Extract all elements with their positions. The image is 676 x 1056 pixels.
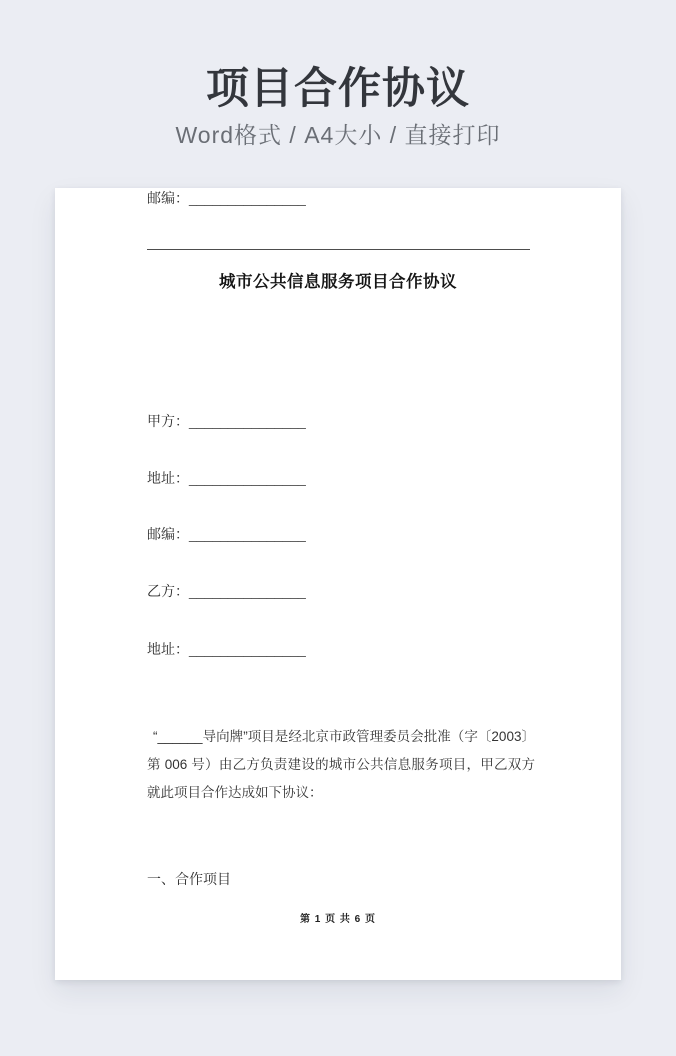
document-preview-page bbox=[55, 188, 621, 980]
field-row-postcode-a bbox=[147, 524, 306, 544]
page-subtitle: Word格式 / A4大小 / 直接打印 bbox=[175, 122, 501, 148]
document-header-rule bbox=[147, 249, 530, 250]
field-label: 乙方： bbox=[147, 583, 189, 599]
field-label: 邮编： bbox=[147, 526, 189, 542]
field-label: 甲方： bbox=[147, 413, 189, 429]
field-row-postcode-b bbox=[147, 188, 306, 208]
field-label: 地址： bbox=[147, 641, 189, 657]
page-header bbox=[0, 0, 676, 149]
field-row-address-a bbox=[147, 468, 306, 488]
section-heading-cooperation-project: 一、合作项目 bbox=[147, 871, 231, 887]
page-number-footer: 第 1 页 共 6 页 bbox=[299, 914, 376, 925]
field-label: 邮编： bbox=[147, 190, 189, 206]
field-blank-underline: _______________ bbox=[189, 641, 306, 657]
field-row-address-b bbox=[147, 639, 306, 659]
field-blank-underline: _______________ bbox=[189, 470, 306, 486]
field-row-party-b bbox=[147, 581, 306, 601]
field-blank-underline: _______________ bbox=[189, 526, 306, 542]
document-title: 城市公共信息服务项目合作协议 bbox=[219, 273, 457, 291]
document-intro-paragraph: “______导向牌”项目是经北京市政管理委员会批准（字〔2003〕第 006 号）由乙方负责建设的城市公共信息服务项目，甲乙双方就此项目合作达成如下协议： bbox=[147, 729, 535, 800]
field-blank-underline: _______________ bbox=[189, 583, 306, 599]
field-blank-underline: _______________ bbox=[189, 413, 306, 429]
field-blank-underline: _______________ bbox=[189, 190, 306, 206]
page-title: 项目合作协议 bbox=[206, 65, 470, 113]
field-row-party-a bbox=[147, 411, 306, 431]
field-label: 地址： bbox=[147, 470, 189, 486]
